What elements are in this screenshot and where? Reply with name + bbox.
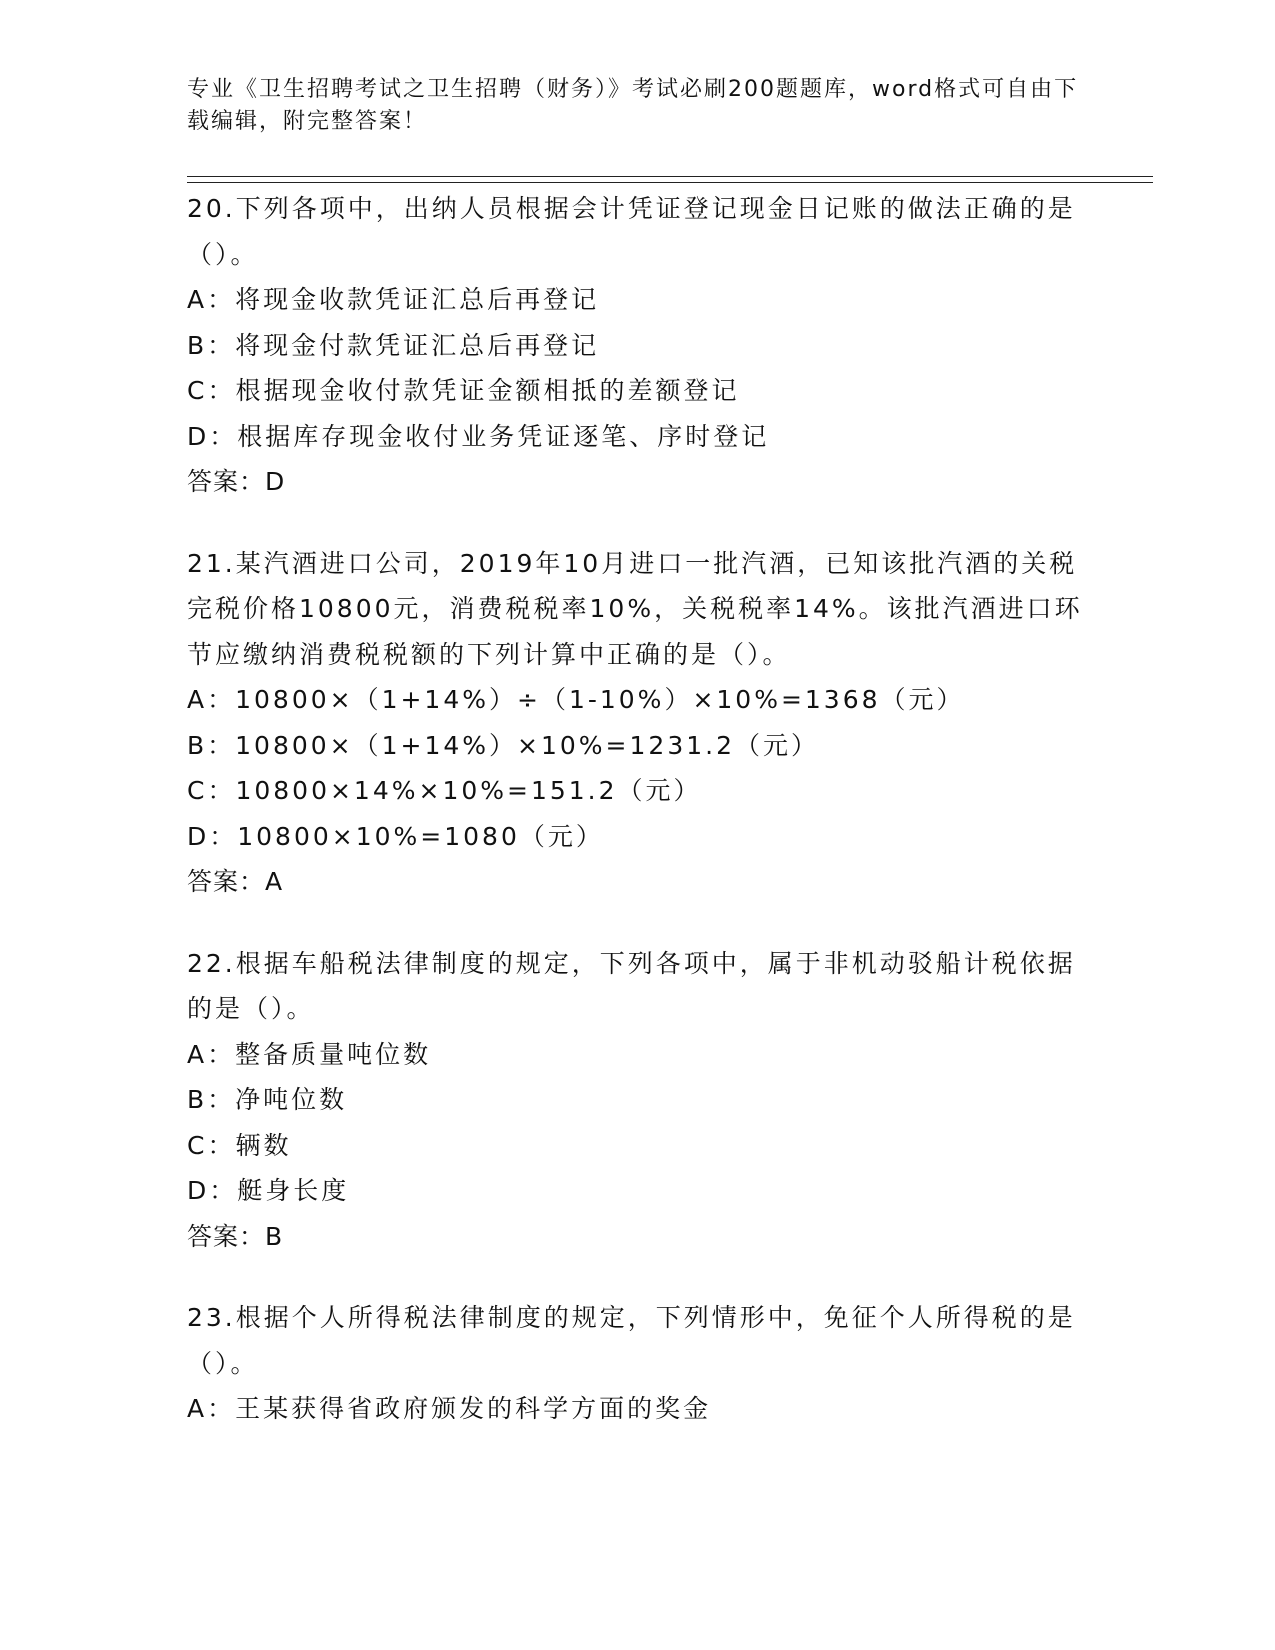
option-c: C：根据现金收付款凭证金额相抵的差额登记 <box>187 376 740 405</box>
question-list <box>187 186 1087 1468</box>
option-d: D：10800×10%=1080（元） <box>187 821 604 851</box>
option-d: D：根据库存现金收付业务凭证逐笔、序时登记 <box>187 421 770 451</box>
header-divider-bottom <box>187 182 1153 183</box>
question-stem: 20.下列各项中，出纳人员根据会计凭证登记现金日记账的做法正确的是（）。 <box>187 194 1076 269</box>
question-stem: 22.根据车船税法律制度的规定，下列各项中，属于非机动驳船计税依据的是（）。 <box>187 948 1076 1023</box>
header-divider-top <box>187 176 1153 177</box>
question-stem: 21.某汽酒进口公司，2019年10月进口一批汽酒，已知该批汽酒的关税完税价格10800元，消费税税率10%，关税税率14%。该批汽酒进口环节应缴纳消费税税额的下列计算中正确的是（）。 <box>187 548 1083 669</box>
option-a: A：王某获得省政府颁发的科学方面的奖金 <box>187 1394 712 1423</box>
option-a: A：将现金收款凭证汇总后再登记 <box>187 285 600 314</box>
option-b: B：将现金付款凭证汇总后再登记 <box>187 330 600 360</box>
question-20 <box>187 186 1087 505</box>
option-a: A：10800×（1+14%）÷（1-10%）×10%=1368（元） <box>187 685 965 714</box>
question-stem: 23.根据个人所得税法律制度的规定，下列情形中，免征个人所得税的是（）。 <box>187 1303 1076 1378</box>
option-b: B：10800×（1+14%）×10%=1231.2（元） <box>187 730 819 760</box>
option-c: C：辆数 <box>187 1130 292 1160</box>
answer-line: 答案：B <box>187 1221 284 1251</box>
option-a: A：整备质量吨位数 <box>187 1039 432 1069</box>
question-23 <box>187 1295 1087 1432</box>
question-21 <box>187 541 1087 905</box>
answer-line: 答案：D <box>187 467 286 496</box>
answer-line: 答案：A <box>187 867 284 896</box>
question-22 <box>187 941 1087 1260</box>
document-header: 专业《卫生招聘考试之卫生招聘（财务）》考试必刷200题题库，word格式可自由下载编辑，附完整答案！ <box>187 77 1079 134</box>
option-b: B：净吨位数 <box>187 1085 348 1114</box>
option-c: C：10800×14%×10%=151.2（元） <box>187 776 702 805</box>
option-d: D：艇身长度 <box>187 1176 350 1205</box>
